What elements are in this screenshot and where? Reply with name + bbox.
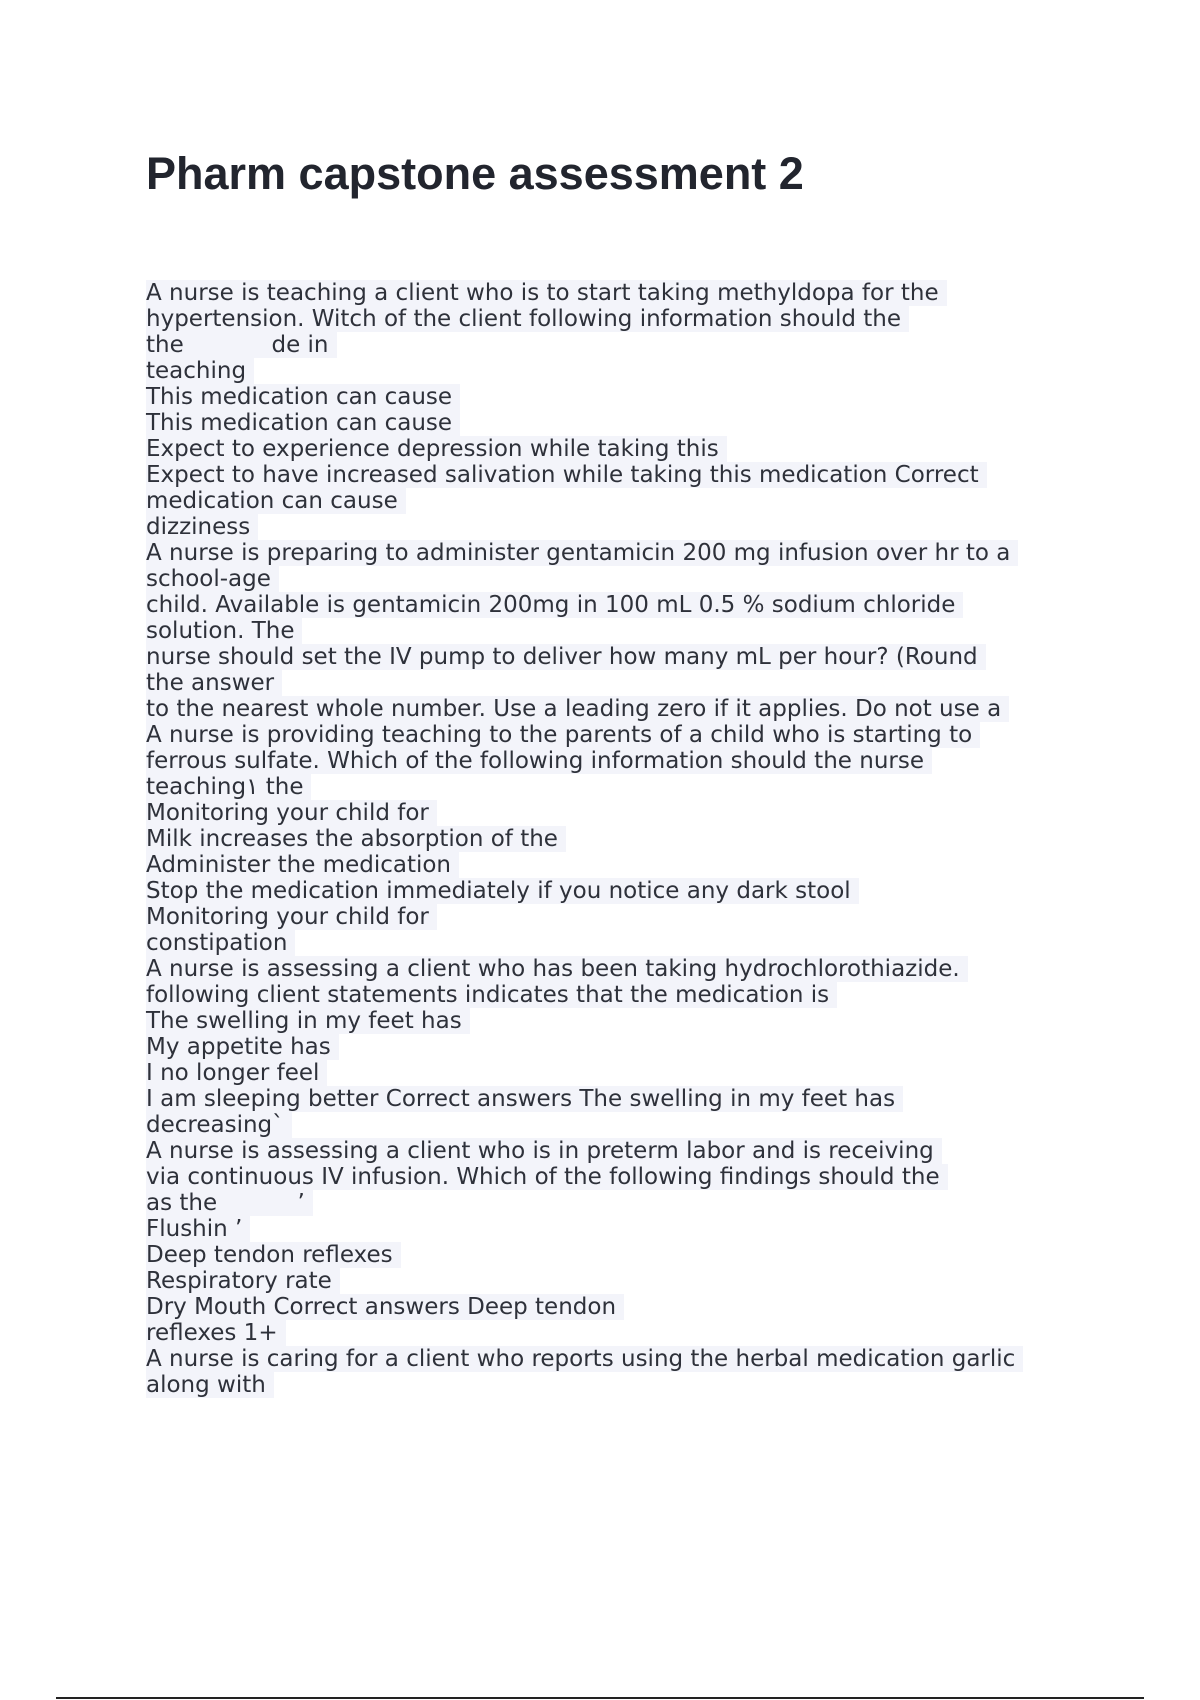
text-line: A nurse is assessing a client who is in preterm labor and is receiving (146, 1138, 942, 1164)
text-line: Stop the medication immediately if you notice any dark stool (146, 878, 859, 904)
text-line: Monitoring your child for (146, 904, 437, 930)
text-line: This medication can cause (146, 410, 460, 436)
text-line: A nurse is teaching a client who is to start taking methyldopa for the (146, 280, 947, 306)
text-line: The swelling in my feet has (146, 1008, 470, 1034)
text-line: My appetite has (146, 1034, 339, 1060)
text-line: A nurse is caring for a client who reports using the herbal medication garlic (146, 1346, 1023, 1372)
text-line: medication can cause (146, 488, 406, 514)
text-line: Milk increases the absorption of the (146, 826, 566, 852)
text-line: A nurse is preparing to administer gentamicin 200 mg infusion over hr to a (146, 540, 1018, 566)
text-line: Administer the medication (146, 852, 459, 878)
text-line: dizziness (146, 514, 258, 540)
document-body (146, 280, 1146, 1398)
text-line: via continuous IV infusion. Which of the following findings should the (146, 1164, 948, 1190)
text-line: Flushin ’ (146, 1216, 250, 1242)
text-line: as the ’ (146, 1190, 313, 1216)
text-line: reflexes 1+ (146, 1320, 286, 1346)
text-line: Deep tendon reflexes (146, 1242, 401, 1268)
text-line: decreasing` (146, 1112, 292, 1138)
text-line: teaching (146, 358, 254, 384)
text-line: Monitoring your child for (146, 800, 437, 826)
document-title: Pharm capstone assessment 2 (146, 148, 804, 199)
text-line: A nurse is providing teaching to the parents of a child who is starting to (146, 722, 980, 748)
text-line: Expect to have increased salivation while taking this medication Correct (146, 462, 987, 488)
text-line: along with (146, 1372, 274, 1398)
text-line: This medication can cause (146, 384, 460, 410)
text-line: I no longer feel (146, 1060, 327, 1086)
text-line: Dry Mouth Correct answers Deep tendon (146, 1294, 624, 1320)
text-line: ferrous sulfate. Which of the following information should the nurse (146, 748, 932, 774)
text-line: the answer (146, 670, 282, 696)
text-line: hypertension. Witch of the client following information should the (146, 306, 909, 332)
text-line: following client statements indicates that the medication is (146, 982, 837, 1008)
text-line: the de in (146, 332, 337, 358)
text-line: nurse should set the IV pump to deliver how many mL per hour? (Round (146, 644, 986, 670)
text-line: teaching١ the (146, 774, 311, 800)
text-line: I am sleeping better Correct answers The swelling in my feet has (146, 1086, 903, 1112)
text-line: child. Available is gentamicin 200mg in 100 mL 0.5 % sodium chloride (146, 592, 963, 618)
text-line: A nurse is assessing a client who has been taking hydrochlorothiazide. (146, 956, 968, 982)
text-line-clipped: to the nearest whole number. Use a leading zero if it applies. Do not use a (146, 696, 1009, 722)
footer-divider (56, 1697, 1144, 1699)
text-line: Expect to experience depression while taking this (146, 436, 727, 462)
text-line: Respiratory rate (146, 1268, 340, 1294)
text-line: solution. The (146, 618, 302, 644)
text-line: school-age (146, 566, 279, 592)
text-line: constipation (146, 930, 295, 956)
